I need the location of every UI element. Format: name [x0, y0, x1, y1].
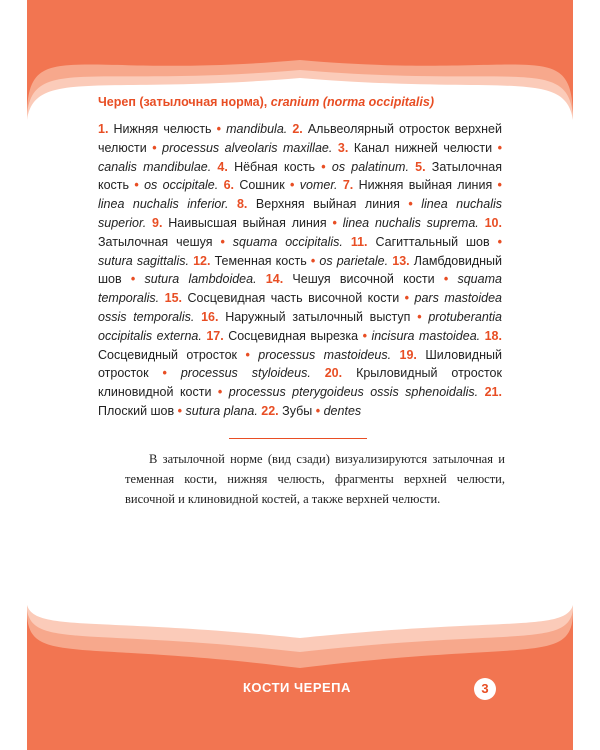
term-latin: squama temporalis.: [98, 272, 502, 306]
term-russian: Сосцевидная вырезка: [228, 328, 359, 343]
bullet-separator: •: [497, 234, 502, 249]
term-latin: os palatinum.: [331, 159, 409, 174]
term-russian: Ламбдовидный шов: [98, 253, 503, 287]
term-item: [217, 160, 409, 174]
term-latin: squama occipitalis.: [232, 234, 343, 249]
term-russian: Теменная кость: [214, 253, 307, 268]
term-item: [224, 178, 338, 192]
bullet-separator: •: [404, 291, 410, 306]
term-number: 19.: [399, 347, 417, 362]
term-latin: dentes: [323, 403, 362, 418]
term-latin: canalis mandibulae.: [98, 159, 212, 174]
bullet-separator: •: [134, 178, 139, 193]
term-latin: linea nuchalis suprema.: [342, 215, 479, 230]
term-russian: Нижняя челюсть: [113, 122, 212, 136]
bullet-separator: •: [130, 272, 136, 287]
term-russian: Затылочная кость: [98, 159, 502, 193]
term-number: 5.: [415, 159, 426, 174]
term-russian: Нижняя выйная линия: [358, 178, 493, 193]
bullet-separator: •: [245, 347, 250, 362]
term-russian: Наружный затылочный выступ: [225, 309, 411, 324]
term-russian: Альвеолярный отросток верхней челюсти: [98, 122, 502, 155]
heading-latin: cranium (norma occipitalis): [270, 95, 434, 109]
term-number: 12.: [193, 253, 211, 268]
page-number-badge: 3: [474, 678, 496, 700]
term-latin: pars mastoidea ossis temporalis.: [98, 291, 502, 324]
term-number: 4.: [217, 159, 228, 174]
bullet-separator: •: [310, 253, 316, 268]
bullet-separator: •: [321, 159, 326, 174]
term-russian: Плоский шов: [98, 403, 175, 418]
bullet-separator: •: [408, 197, 413, 212]
term-latin: protuberantia occipitalis externa.: [98, 309, 502, 343]
term-latin: os occipitale.: [144, 178, 219, 193]
term-number: 7.: [342, 178, 354, 193]
term-russian: Сагиттальный шов: [375, 234, 490, 249]
term-number: 9.: [152, 215, 163, 230]
term-number: 17.: [206, 328, 224, 343]
bullet-separator: •: [290, 178, 295, 193]
bullet-separator: •: [497, 178, 502, 193]
term-number: 20.: [324, 366, 343, 381]
term-item: [206, 329, 480, 343]
term-number: 2.: [292, 122, 303, 136]
bullet-separator: •: [443, 272, 449, 287]
term-latin: incisura mastoidea.: [371, 328, 481, 343]
bullet-separator: •: [220, 234, 225, 249]
term-russian: Сосцевидная часть височной кости: [187, 291, 400, 306]
terms-list: [98, 120, 502, 421]
term-russian: Затылочная чешуя: [98, 234, 213, 249]
term-russian: Нёбная кость: [234, 159, 316, 174]
term-russian: Зубы: [282, 403, 313, 418]
term-number: 16.: [201, 309, 219, 324]
term-number: 22.: [261, 403, 279, 418]
term-russian: Верхняя выйная линия: [255, 197, 400, 212]
term-latin: sutura lambdoidea.: [144, 272, 257, 287]
page: [27, 0, 573, 750]
bullet-separator: •: [162, 366, 167, 381]
bullet-separator: •: [217, 385, 223, 400]
term-russian: Сошник: [239, 178, 285, 193]
bullet-separator: •: [417, 309, 422, 324]
term-latin: processus pterygoideus ossis sphenoidalis.: [228, 385, 479, 400]
bullet-separator: •: [315, 403, 321, 418]
term-number: 10.: [484, 215, 502, 230]
bullet-separator: •: [152, 140, 157, 155]
term-number: 8.: [236, 197, 248, 212]
term-latin: sutura plana.: [185, 403, 258, 418]
term-latin: mandibula.: [226, 122, 288, 136]
term-russian: Шиловидный отросток: [98, 347, 502, 381]
term-item: [261, 404, 361, 418]
content-block: [98, 93, 502, 421]
term-latin: processus mastoideus.: [258, 347, 392, 362]
figure-heading: [98, 93, 502, 112]
bullet-separator: •: [332, 215, 337, 230]
term-latin: linea nuchalis superior.: [98, 197, 502, 230]
term-item: [193, 254, 388, 268]
heading-russian: Череп (затылочная норма),: [98, 95, 268, 109]
term-latin: linea nuchalis inferior.: [98, 197, 229, 212]
term-russian: Наивысшая выйная линия: [168, 215, 327, 230]
term-russian: Канал нижней челюсти: [353, 140, 493, 155]
term-russian: Крыловидный отросток клиновидной кости: [98, 366, 502, 400]
bullet-separator: •: [497, 140, 503, 155]
term-number: 15.: [164, 291, 183, 306]
term-russian: Сосцевидный отросток: [98, 347, 237, 362]
term-number: 13.: [392, 253, 410, 268]
bullet-separator: •: [362, 328, 367, 343]
term-number: 1.: [98, 122, 109, 136]
term-russian: Чешуя височной кости: [292, 272, 435, 287]
divider-line: [229, 438, 367, 439]
term-number: 18.: [484, 328, 502, 343]
term-number: 3.: [337, 140, 349, 155]
term-number: 14.: [265, 272, 284, 287]
bullet-separator: •: [177, 403, 183, 418]
term-item: [98, 122, 287, 136]
term-latin: processus styloideus.: [180, 366, 311, 381]
term-number: 21.: [484, 385, 502, 400]
term-latin: vomer.: [299, 178, 338, 193]
term-number: 11.: [350, 234, 368, 249]
term-latin: os parietale.: [319, 253, 389, 268]
description-paragraph: В затылочной норме (вид сзади) визуализируются затылочная и теменная кости, нижняя челюсть, фрагменты верхней челюсти, височной и клиновидной костей, а также верхней челюсти.: [125, 452, 505, 506]
term-item: [152, 216, 479, 230]
footer-section-title: КОСТИ ЧЕРЕПА: [243, 680, 351, 695]
term-latin: sutura sagittalis.: [98, 253, 189, 268]
term-number: 6.: [223, 178, 234, 193]
term-latin: processus alveolaris maxillae.: [162, 140, 333, 155]
bullet-separator: •: [216, 122, 222, 136]
